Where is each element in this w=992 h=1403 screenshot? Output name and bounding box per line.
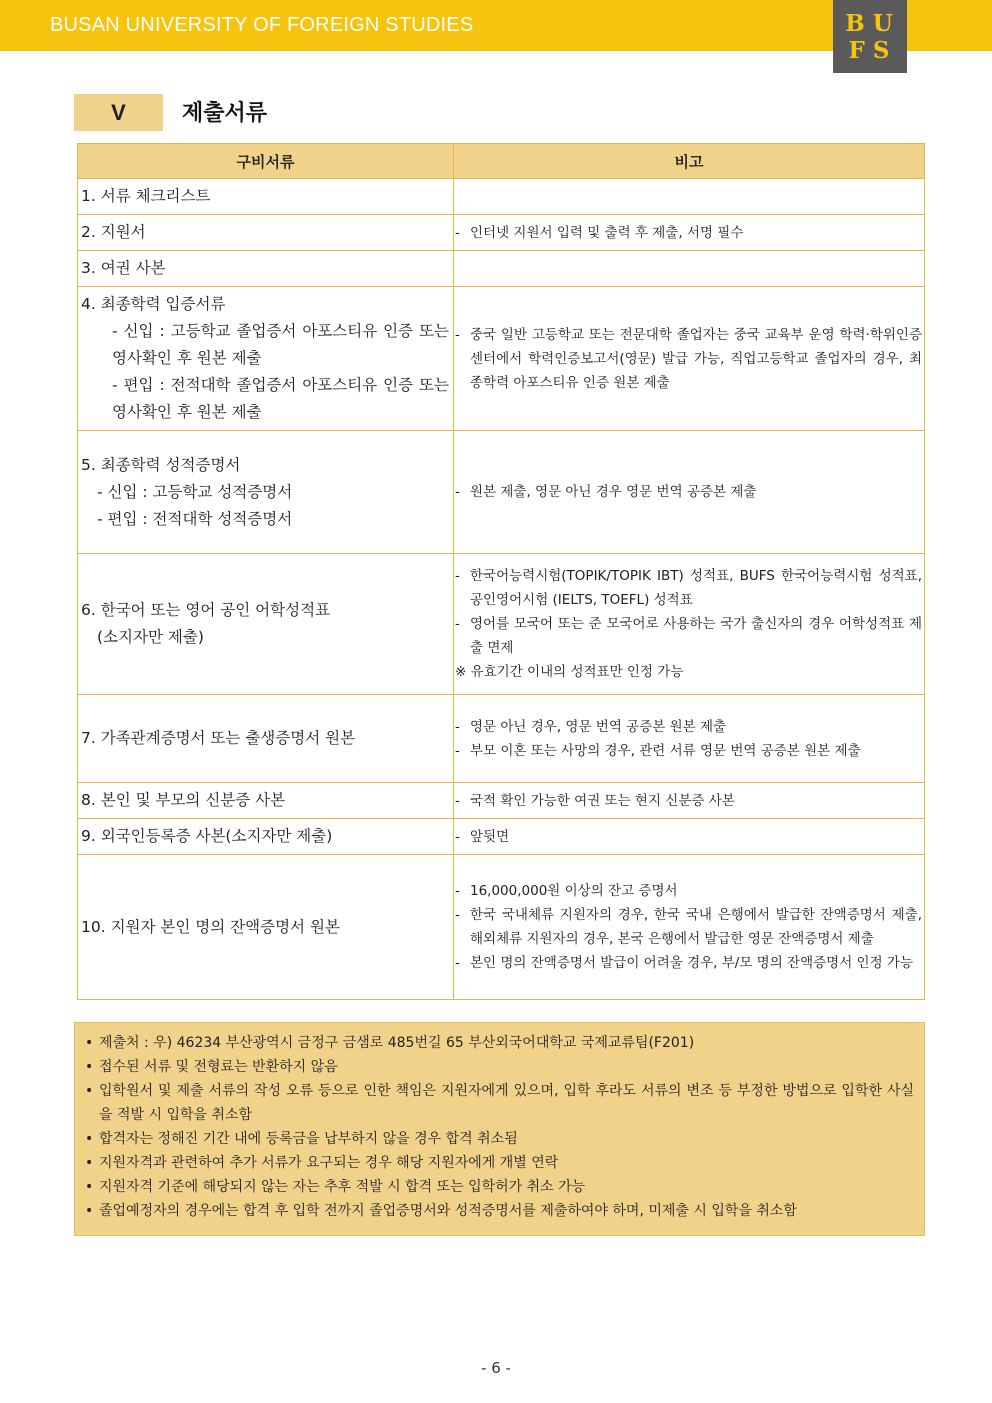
note-cell: [454, 554, 925, 695]
column-header-documents: 구비서류: [78, 144, 454, 179]
doc-cell: [78, 855, 454, 1000]
section-number-badge: V: [74, 94, 163, 131]
logo-line-1: BU: [845, 9, 901, 37]
doc-cell: [78, 431, 454, 554]
doc-title: 9. 외국인등록증 사본(소지자만 제출): [81, 827, 333, 845]
note-cell: [454, 431, 925, 554]
note-item: - 영문 아닌 경우, 영문 번역 공증본 원본 제출: [455, 718, 727, 735]
table-row: [78, 179, 925, 215]
note-cell: [454, 695, 925, 783]
notice-item: • 졸업예정자의 경우에는 합격 후 입학 전까지 졸업증명서와 성적증명서를 제출하여야 하며, 미제출 시 입학을 취소함: [85, 1203, 797, 1219]
note-item: - 영어를 모국어 또는 준 모국어로 사용하는 국가 출신자의 경우 어학성적표 제출 면제: [455, 616, 922, 656]
note-item: - 한국 국내체류 지원자의 경우, 한국 국내 은행에서 발급한 잔액증명서 제출, 해외체류 지원자의 경우, 본국 은행에서 발급한 영문 잔액증명서 제출: [455, 907, 922, 947]
notice-item: • 합격자는 정해진 기간 내에 등록금을 납부하지 않을 경우 합격 취소됨: [85, 1131, 518, 1147]
table-row: [78, 783, 925, 819]
note-item: - 부모 이혼 또는 사망의 경우, 관련 서류 영문 번역 공증본 원본 제출: [455, 742, 861, 759]
doc-cell: [78, 819, 454, 855]
doc-subitem: - 편입 : 전적대학 졸업증서 아포스티유 인증 또는 영사확인 후 원본 제출: [112, 376, 449, 421]
page-number: - 6 -: [481, 1359, 511, 1377]
doc-title: 5. 최종학력 성적증명서: [81, 455, 241, 474]
table-row: [78, 819, 925, 855]
note-cell: [454, 855, 925, 1000]
note-remark: ※ 유효기간 이내의 성적표만 인정 가능: [455, 664, 684, 680]
doc-cell: [78, 179, 454, 215]
note-item: - 중국 일반 고등학교 또는 전문대학 졸업자는 중국 교육부 운영 학력·학위인증센터에서 학력인증보고서(영문) 발급 가능, 직업고등학교 졸업자의 경우, 최종학력 아포스티유 인증 원본 제출: [455, 326, 922, 391]
note-cell: [454, 215, 925, 251]
notice-item: • 지원자격 기준에 해당되지 않는 자는 추후 적발 시 합격 또는 입학허가 취소 가능: [85, 1179, 586, 1195]
doc-subitem: - 편입 : 전적대학 성적증명서: [97, 509, 293, 528]
doc-cell: [78, 695, 454, 783]
doc-cell: [78, 287, 454, 431]
note-item: - 16,000,000원 이상의 잔고 증명서: [455, 883, 678, 899]
table-header-row: [78, 144, 925, 179]
notice-item: • 접수된 서류 및 전형료는 반환하지 않음: [85, 1059, 338, 1075]
notice-box: [74, 1022, 925, 1236]
table-row: [78, 251, 925, 287]
note-item: - 한국어능력시험(TOPIK/TOPIK IBT) 성적표, BUFS 한국어능력시험 성적표, 공인영어시험 (IELTS, TOEFL) 성적표: [455, 568, 922, 608]
note-cell: [454, 287, 925, 431]
table-row: [78, 554, 925, 695]
university-name: BUSAN UNIVERSITY OF FOREIGN STUDIES: [50, 14, 474, 36]
doc-title: 4. 최종학력 입증서류: [81, 295, 226, 313]
doc-title: 2. 지원서: [81, 223, 146, 241]
doc-subitem: - 신입 : 고등학교 성적증명서: [97, 482, 293, 501]
note-item: - 원본 제출, 영문 아닌 경우 영문 번역 공증본 제출: [455, 484, 757, 500]
doc-title: 10. 지원자 본인 명의 잔액증명서 원본: [81, 917, 340, 936]
logo-line-2: FS: [848, 36, 898, 64]
table-row: [78, 215, 925, 251]
table-row: [78, 431, 925, 554]
doc-cell: [78, 251, 454, 287]
notice-item: • 입학원서 및 제출 서류의 작성 오류 등으로 인한 책임은 지원자에게 있으며, 입학 후라도 서류의 변조 등 부정한 방법으로 입학한 사실을 적발 시 입학을 취소함: [85, 1083, 914, 1123]
note-cell: [454, 179, 925, 215]
doc-title: 3. 여권 사본: [81, 259, 166, 277]
column-header-remarks: 비고: [454, 144, 925, 179]
section-title: 제출서류: [182, 101, 268, 126]
documents-table: [77, 143, 925, 1000]
table-row: [78, 855, 925, 1000]
note-cell: [454, 819, 925, 855]
table-row: [78, 287, 925, 431]
doc-title: 6. 한국어 또는 영어 공인 어학성적표: [81, 601, 331, 619]
doc-title: 1. 서류 체크리스트: [81, 187, 211, 205]
doc-subitem: (소지자만 제출): [97, 628, 204, 646]
note-item: - 앞뒷면: [455, 828, 510, 845]
doc-title: 8. 본인 및 부모의 신분증 사본: [81, 791, 286, 809]
note-item: - 국적 확인 가능한 여권 또는 현지 신분증 사본: [455, 792, 735, 809]
note-cell: [454, 783, 925, 819]
notice-item: • 제출처 : 우) 46234 부산광역시 금정구 금샘로 485번길 65 부산외국어대학교 국제교류팀(F201): [85, 1035, 695, 1051]
doc-subitem: - 신입 : 고등학교 졸업증서 아포스티유 인증 또는 영사확인 후 원본 제출: [112, 322, 449, 367]
doc-cell: [78, 554, 454, 695]
note-cell: [454, 251, 925, 287]
doc-cell: [78, 783, 454, 819]
doc-cell: [78, 215, 454, 251]
table-row: [78, 695, 925, 783]
notice-item: • 지원자격과 관련하여 추가 서류가 요구되는 경우 해당 지원자에게 개별 연락: [85, 1155, 559, 1171]
bufs-logo: [833, 0, 907, 73]
doc-title: 7. 가족관계증명서 또는 출생증명서 원본: [81, 729, 356, 747]
note-item: - 본인 명의 잔액증명서 발급이 어려울 경우, 부/모 명의 잔액증명서 인정 가능: [455, 955, 913, 971]
note-item: - 인터넷 지원서 입력 및 출력 후 제출, 서명 필수: [455, 224, 744, 241]
